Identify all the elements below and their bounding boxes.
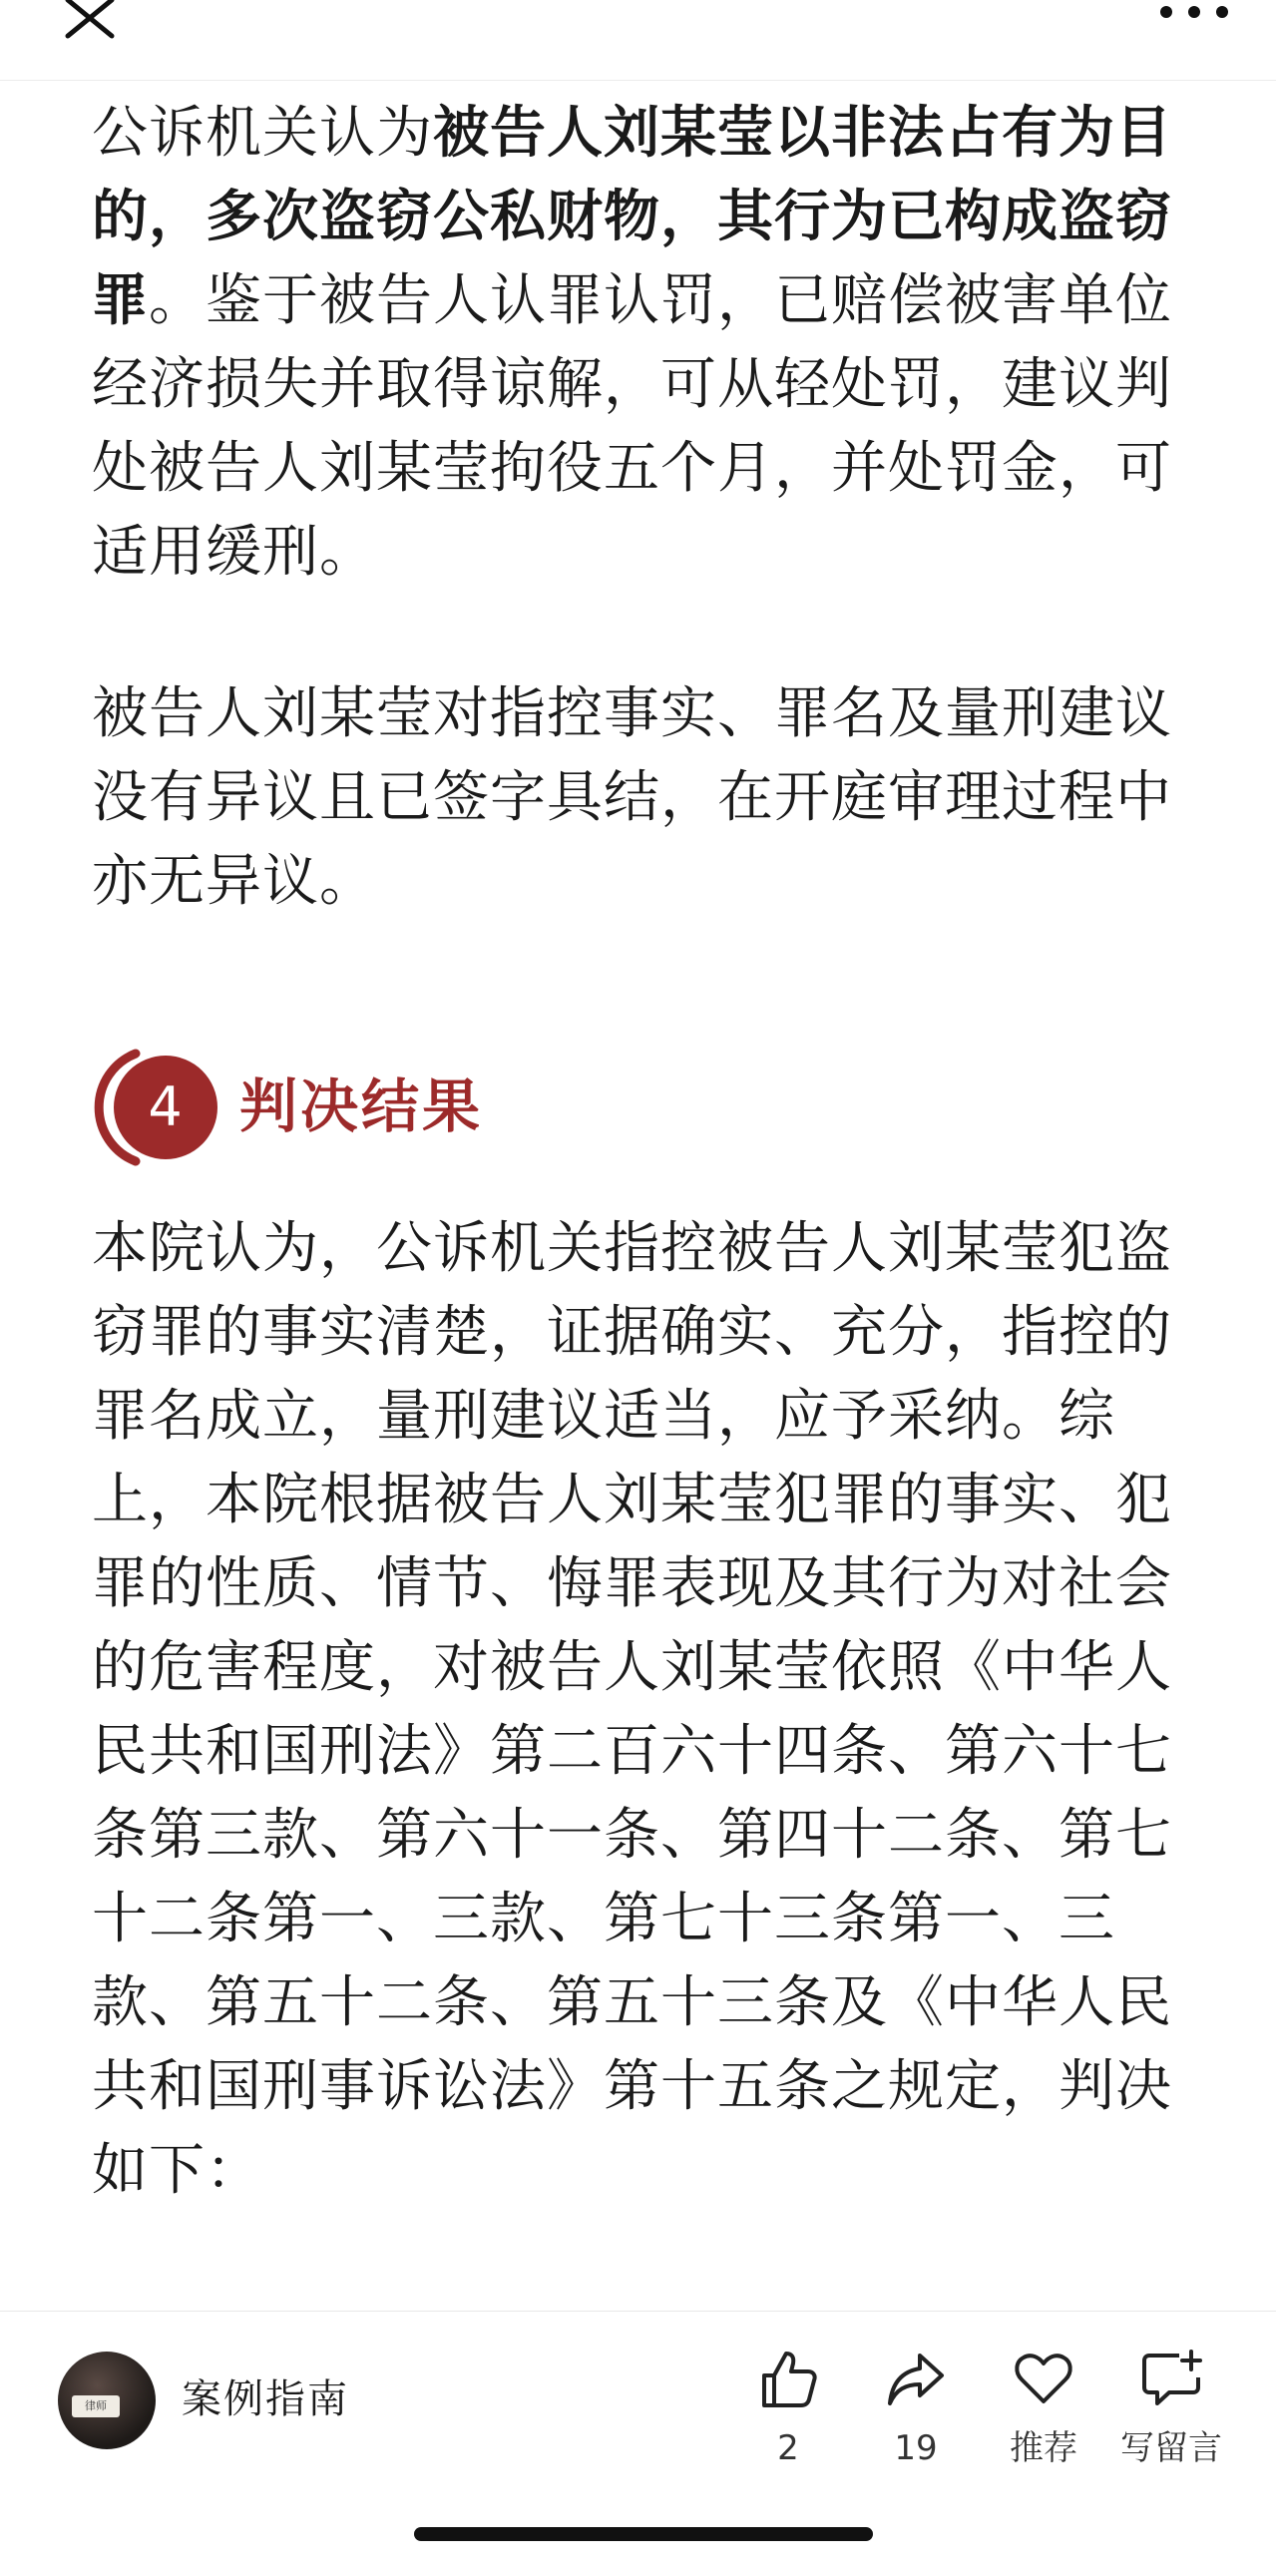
comment-button[interactable] (1111, 2348, 1231, 2473)
share-button[interactable] (856, 2348, 976, 2473)
paragraph-defendant-plea: 被告人刘某莹对指控事实、罪名及量刑建议没有异议且已签字具结，在开庭审理过程中亦无异议。 (92, 681, 1172, 914)
share-count: 19 (894, 2428, 938, 2468)
comment-plus-icon (1139, 2348, 1203, 2411)
paragraph-text: 。鉴于被告人认罪认罚，已赔偿被害单位经济损失并取得谅解，可从轻处罚，建议判处被告人刘某莹拘役五个月，并处罚金，可适用缓刑。 (92, 268, 1172, 585)
thumbs-up-icon (756, 2348, 820, 2411)
share-arrow-icon (884, 2348, 948, 2411)
close-icon (58, 0, 122, 48)
more-button[interactable] (1154, 0, 1234, 30)
recommend-button[interactable] (984, 2348, 1103, 2473)
section-title: 判决结果 (239, 1073, 484, 1140)
section-number-badge: 4 (114, 1056, 217, 1159)
section-header (92, 1048, 1189, 1167)
heart-icon (1012, 2348, 1075, 2411)
comment-label: 写留言 (1120, 2428, 1222, 2468)
like-button[interactable] (728, 2348, 848, 2473)
avatar[interactable] (58, 2352, 156, 2449)
recommend-label: 推荐 (1010, 2428, 1077, 2468)
home-indicator[interactable] (414, 2527, 873, 2541)
close-button[interactable] (58, 0, 122, 48)
more-icon (1154, 0, 1234, 30)
avatar-card-text: 律师 (72, 2395, 120, 2417)
article-body (92, 92, 1189, 2213)
paragraph-bold-text: 被告人刘某莹以非法占有为目的，多次盗窃公私财物，其行为已构成盗窃罪 (92, 101, 1172, 333)
paragraph-court-opinion: 本院认为，公诉机关指控被告人刘某莹犯盗窃罪的事实清楚，证据确实、充分，指控的罪名成立，量刑建议适当，应予采纳。综上，本院根据被告人刘某莹犯罪的事实、犯罪的性质、情节、悔罪表现及其行为对社会的危害程度，对被告人刘某莹依照《中华人民共和国刑法》第二百六十四条、第六十七条第三款、第六十一条、第四十二条、第七十二条第一、三款、第七十三条第一、三款、第五十二条、第五十三条及《中华人民共和国刑事诉讼法》第十五条之规定，判决如下： (92, 1216, 1172, 2203)
paragraph-text: 公诉机关认为 (92, 101, 433, 166)
paragraph-prosecution-opinion (92, 92, 1189, 595)
like-count: 2 (777, 2428, 799, 2468)
account-name[interactable]: 案例指南 (182, 2376, 349, 2422)
top-bar (0, 0, 1276, 81)
